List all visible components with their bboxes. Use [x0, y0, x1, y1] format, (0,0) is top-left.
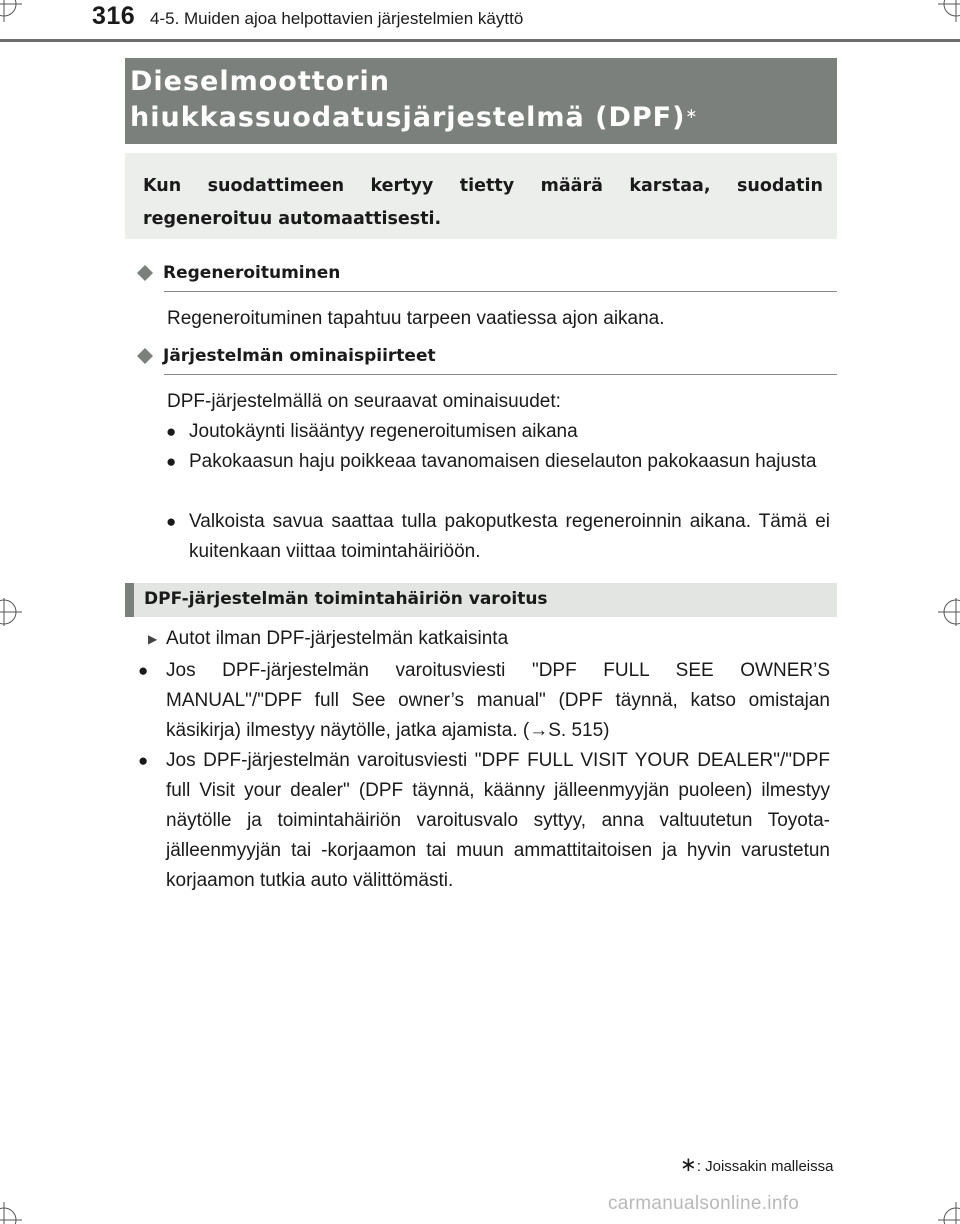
regeneration-heading: Regeneroituminen	[137, 263, 340, 283]
footnote-mark: ∗	[680, 1154, 697, 1176]
regeneration-text: Regeneroituminen tapahtuu tarpeen vaatiessa ajon aikana.	[167, 308, 665, 329]
section-header: 4-5. Muiden ajoa helpottavien järjestelmien käyttö	[150, 9, 524, 28]
features-rule	[164, 374, 837, 375]
crop-mark-top-right	[936, 0, 960, 24]
bullet-icon: ●	[166, 512, 177, 531]
crop-mark-mid-right	[936, 598, 960, 626]
bullet-icon: ●	[138, 751, 149, 770]
footnote-mark: ∗	[685, 106, 699, 122]
crop-mark-top-left	[0, 0, 24, 24]
bullet-icon: ●	[166, 452, 177, 471]
regeneration-rule	[164, 291, 837, 292]
bullet-icon: ●	[138, 661, 149, 680]
list-item: ● Valkoista savua saattaa tulla pakoputkesta regeneroinnin aikana. Tämä ei kuitenkaan viittaa toimintahäiriöön.	[166, 507, 830, 567]
bullet-icon: ●	[166, 422, 177, 441]
intro-box: Kun suodattimeen kertyy tietty määrä karstaa, suodatin regeneroituu automaattisesti.	[125, 153, 837, 239]
footnote: ∗: Joissakin malleissa	[680, 1154, 834, 1176]
crop-mark-bottom-left	[0, 1200, 24, 1224]
list-item: ● Jos DPF-järjestelmän varoitusviesti "DPF FULL SEE OWNER’S MANUAL"/"DPF full See owner’s manual" (DPF täynnä, katso omistajan käsikirja) ilmestyy näytölle, jatka ajamista. (→S. 515)	[138, 656, 830, 746]
watermark: carmanualsonline.info	[608, 1193, 800, 1214]
warning-subhead: ▶ Autot ilman DPF-järjestelmän katkaisinta	[148, 624, 508, 654]
title-line-2: hiukkassuodatusjärjestelmä (DPF)∗	[130, 102, 699, 133]
list-item: ● Pakokaasun haju poikkeaa tavanomaisen dieselauton pakokaasun hajusta	[166, 447, 830, 477]
list-item: ● Jos DPF-järjestelmän varoitusviesti "DPF FULL VISIT YOUR DEALER"/"DPF full Visit your dealer" (DPF täynnä, käänny jälleenmyyjän puoleen) ilmestyy näytölle ja toimintahäiriön varoitusvalo syttyy, anna valtuutetun Toyota-jälleenmyyjän tai -korjaamon tai muun ammattitaitoisen ja hyvin varustetun korjaamon tutkia auto välittömästi.	[138, 746, 830, 896]
crop-mark-mid-left	[0, 598, 24, 626]
diamond-icon	[137, 265, 153, 281]
title-line-1: Dieselmoottorin	[130, 66, 391, 97]
diamond-icon	[137, 348, 153, 364]
crop-mark-bottom-right	[936, 1200, 960, 1224]
page-number: 316	[92, 2, 136, 30]
list-item: ● Joutokäynti lisääntyy regeneroitumisen aikana	[166, 417, 830, 447]
arrow-icon: ▶	[148, 632, 158, 646]
warning-section-heading: DPF-järjestelmän toimintahäiriön varoitus	[125, 583, 837, 617]
page-title	[125, 58, 837, 144]
header-rule	[0, 39, 960, 42]
features-heading: Järjestelmän ominaispiirteet	[137, 346, 436, 366]
features-intro: DPF-järjestelmällä on seuraavat ominaisuudet:	[167, 391, 561, 412]
